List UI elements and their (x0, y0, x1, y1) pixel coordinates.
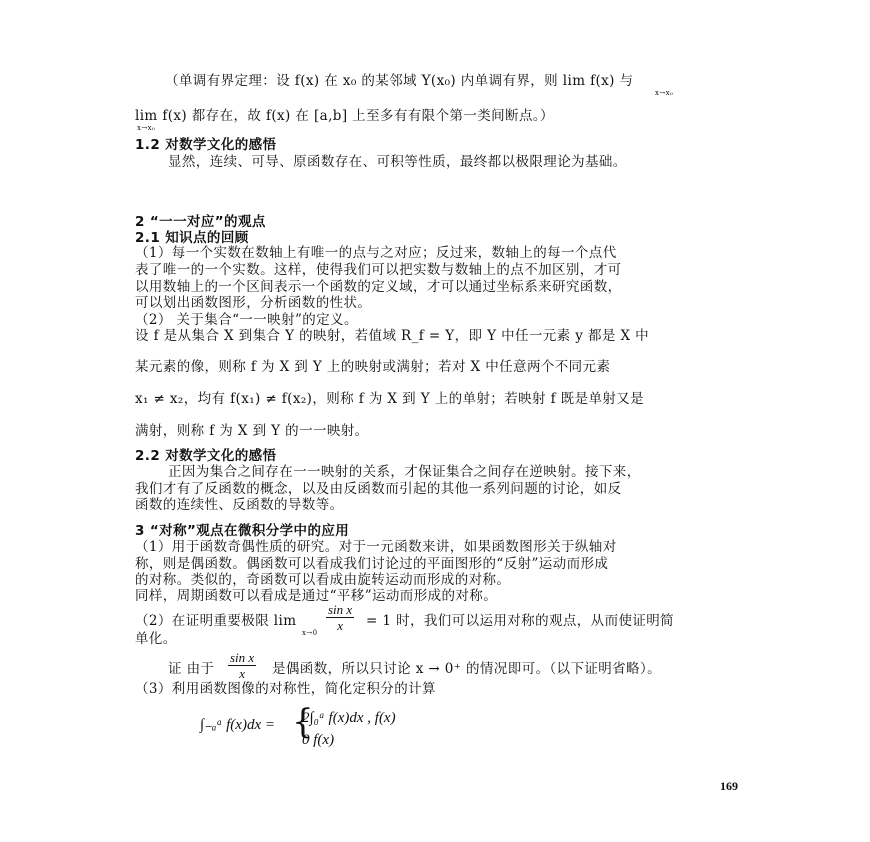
fraction-numerator: sin x (230, 650, 255, 665)
paragraph-line: lim f(x) 都存在，故 f(x) 在 [a,b] 上至多有有限个第一类间断点。） (135, 108, 554, 124)
page-number: 169 (720, 779, 738, 793)
paragraph-line: 某元素的像，则称 f 为 X 到 Y 上的映射或满射；若对 X 中任意两个不同元素 (135, 359, 611, 375)
paragraph-line: 是偶函数，所以只讨论 x → 0⁺ 的情况即可。（以下证明省略）。 (272, 661, 662, 677)
limit-subscript: x→x₀ (137, 124, 156, 132)
section-heading: 2.1 知识点的回顾 (135, 230, 249, 246)
paragraph-line: （3）利用函数图像的对称性，简化定积分的计算 (135, 681, 436, 697)
paragraph-line: 设 f 是从集合 X 到集合 Y 的映射，若值域 R_f = Y，即 Y 中任一元素 y 都是 X 中 (135, 328, 650, 344)
paragraph-line: 同样，周期函数可以看成是通过“平移”运动而形成的对称。 (135, 588, 498, 604)
paragraph-line: 我们才有了反函数的概念，以及由反函数而引起的其他一系列问题的讨论，如反 (135, 481, 622, 497)
paragraph-line: 的对称。类似的，奇函数可以看成由旋转运动而形成的对称。 (135, 572, 511, 588)
proof-label: 证 由于 (168, 661, 215, 677)
limit-subscript: x→x₀ (655, 89, 674, 97)
paragraph-line: = 1 时，我们可以运用对称的观点，从而使证明简 (366, 613, 675, 629)
paragraph-line: 函数的连续性、反函数的导数等。 (135, 497, 344, 513)
integral-case: 2∫₀ᵃ f(x)dx , f(x) (302, 710, 396, 726)
paragraph-line: （1）每一个实数在数轴上有唯一的点与之对应；反过来，数轴上的每一个点代 (135, 245, 617, 261)
section-heading: 2 “一一对应”的观点 (135, 214, 266, 230)
section-heading: 1.2 对数学文化的感悟 (135, 137, 277, 153)
paragraph-line: 以用数轴上的一个区间表示一个函数的定义域，才可以通过坐标系来研究函数， (135, 279, 622, 295)
brace-icon: { (292, 702, 315, 742)
fraction (326, 602, 354, 633)
paragraph-line: 满射，则称 f 为 X 到 Y 的一一映射。 (135, 423, 369, 439)
paragraph-line: 正因为集合之间存在一一映射的关系，才保证集合之间存在逆映射。接下来， (168, 464, 641, 480)
limit-subscript: x→0 (302, 629, 318, 637)
paragraph-line: x₁ ≠ x₂，均有 f(x₁) ≠ f(x₂)，则称 f 为 X 到 Y 上的单射；若映射 f 既是单射又是 (135, 391, 645, 407)
paragraph-line: 可以划出函数图形，分析函数的性状。 (135, 295, 372, 311)
section-heading: 2.2 对数学文化的感悟 (135, 448, 277, 464)
fraction (228, 650, 256, 681)
fraction-denominator: x (337, 618, 343, 633)
paragraph-line: （2） 关于集合“一一映射”的定义。 (135, 312, 358, 328)
paragraph-line: 称，则是偶函数。偶函数可以看成我们讨论过的平面图形的“反射”运动而形成 (135, 556, 609, 572)
paragraph-line: 单化。 (135, 631, 177, 647)
integral-lhs: ∫₋ₐᵃ f(x)dx = (200, 717, 275, 733)
paragraph-line: （单调有界定理：设 f(x) 在 x₀ 的某邻域 Y(x₀) 内单调有界，则 lim f(x) 与 (165, 73, 634, 89)
paragraph-line: 表了唯一的一个实数。这样，使得我们可以把实数与数轴上的点不加区别，才可 (135, 262, 622, 278)
fraction-denominator: x (239, 666, 245, 681)
integral-case: 0 f(x) (302, 732, 335, 748)
paragraph-line: 显然，连续、可导、原函数存在、可积等性质，最终都以极限理论为基础。 (168, 154, 627, 170)
paragraph-line: （2）在证明重要极限 lim (135, 613, 297, 629)
paragraph-line: （1）用于函数奇偶性质的研究。对于一元函数来讲，如果函数图形关于纵轴对 (135, 539, 617, 555)
fraction-numerator: sin x (328, 602, 353, 617)
section-heading: 3 “对称”观点在微积分学中的应用 (135, 523, 350, 539)
